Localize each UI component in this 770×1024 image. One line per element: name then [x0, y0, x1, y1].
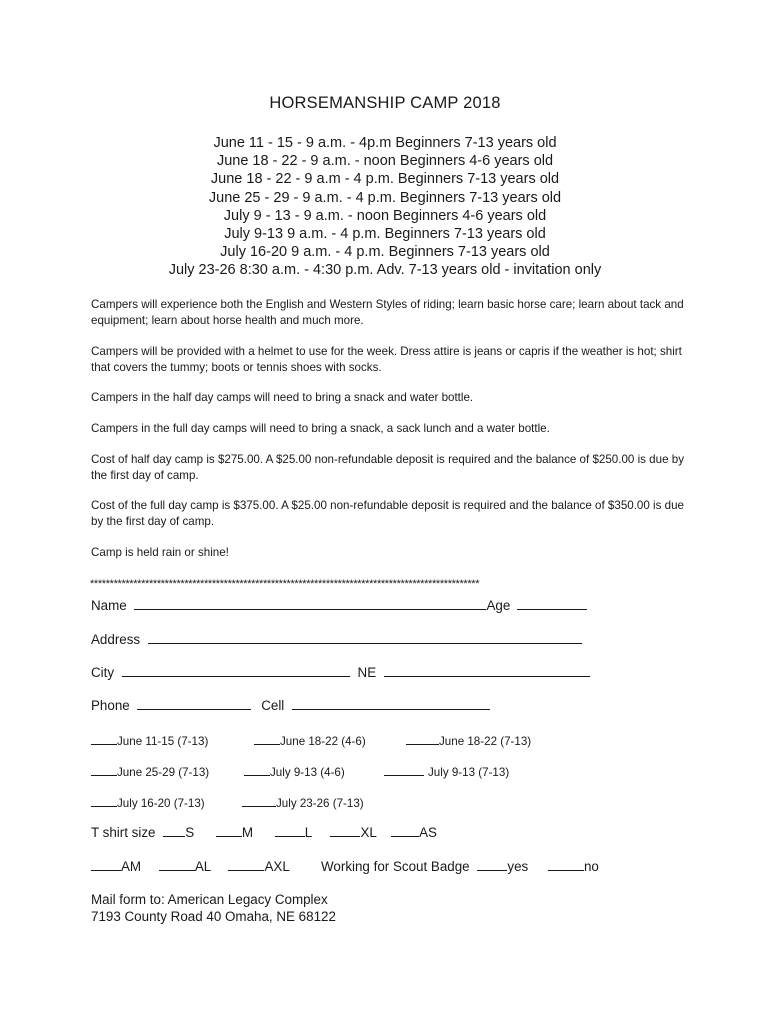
paragraph-activities: Campers will experience both the English and Western Styles of riding; learn basic horse care; learn about tack and equipment; learn about horse health and much more. — [91, 298, 684, 327]
address-row — [91, 631, 582, 648]
schedule-line: June 18 - 22 - 9 a.m - 4 p.m. Beginners 7-13 years old — [210, 171, 560, 188]
session-check-blank[interactable] — [244, 763, 270, 776]
scout-yes-blank[interactable] — [477, 858, 507, 871]
schedule-line: June 25 - 29 - 9 a.m. - 4 p.m. Beginners 7-13 years old — [208, 189, 562, 206]
adult-size-row — [91, 858, 599, 875]
address-label: Address — [91, 632, 141, 647]
size-s-blank[interactable] — [163, 824, 185, 837]
session-july-9-13[interactable] — [384, 763, 509, 780]
size-m-label: M — [241, 825, 254, 840]
address-field[interactable] — [148, 631, 582, 644]
size-xl-label: XL — [360, 825, 377, 840]
session-june-18-22[interactable] — [406, 732, 531, 749]
size-m-blank[interactable] — [216, 824, 242, 837]
size-axl-blank[interactable] — [228, 858, 264, 871]
session-check-blank[interactable] — [91, 794, 117, 807]
size-al-label: AL — [194, 859, 211, 874]
scout-yes-label: yes — [507, 859, 529, 874]
session-check-blank[interactable] — [406, 732, 439, 745]
cell-label: Cell — [261, 698, 285, 713]
camp-schedule — [0, 134, 770, 280]
schedule-line: July 9 - 13 - 9 a.m. - noon Beginners 4-6 years old — [223, 207, 547, 224]
schedule-line: July 23-26 8:30 a.m. - 4:30 p.m. Adv. 7-13 years old - invitation only — [168, 262, 602, 279]
tshirt-row — [91, 824, 437, 841]
size-as-label: AS — [419, 825, 437, 840]
page-title: HORSEMANSHIP CAMP 2018 — [269, 94, 501, 112]
size-am-label: AM — [121, 859, 142, 874]
schedule-line: July 9-13 9 a.m. - 4 p.m. Beginners 7-13 years old — [224, 226, 546, 243]
session-check-blank[interactable] — [91, 763, 117, 776]
paragraph-half-day-cost: Cost of half day camp is $275.00. A $25.00 non-refundable deposit is required and the balance of $250.00 is due by the first day of camp. — [91, 453, 684, 482]
session-label: June 18-22 (4-6) — [280, 735, 366, 748]
session-check-blank[interactable] — [384, 763, 424, 776]
size-l-blank[interactable] — [275, 824, 305, 837]
paragraph-weather: Camp is held rain or shine! — [91, 546, 229, 559]
age-label: Age — [486, 598, 511, 613]
session-june-18-22-young[interactable] — [254, 732, 366, 749]
session-label: July 16-20 (7-13) — [117, 797, 205, 810]
phone-row — [91, 697, 490, 714]
cell-field[interactable] — [292, 697, 490, 710]
session-july-23-26[interactable] — [242, 794, 364, 811]
separator: *************************************************************************************************** — [90, 578, 480, 590]
scout-no-label: no — [583, 859, 599, 874]
size-xl-blank[interactable] — [330, 824, 360, 837]
session-label: July 9-13 (4-6) — [270, 766, 345, 779]
session-june-25-29[interactable] — [91, 763, 209, 780]
zip-field[interactable] — [384, 664, 590, 677]
schedule-line: June 11 - 15 - 9 a.m. - 4p.m Beginners 7-13 years old — [213, 135, 557, 151]
size-al-blank[interactable] — [159, 858, 195, 871]
size-axl-label: AXL — [264, 859, 290, 874]
session-check-blank[interactable] — [254, 732, 280, 745]
paragraph-full-day: Campers in the full day camps will need to bring a snack, a sack lunch and a water bottle. — [91, 422, 550, 435]
paragraph-half-day: Campers in the half day camps will need to bring a snack and water bottle. — [91, 391, 474, 404]
mail-line-1: Mail form to: American Legacy Complex — [91, 892, 328, 907]
session-check-blank[interactable] — [91, 732, 117, 745]
city-field[interactable] — [122, 664, 350, 677]
session-check-blank[interactable] — [242, 794, 276, 807]
session-label: July 23-26 (7-13) — [276, 797, 364, 810]
tshirt-label: T shirt size — [91, 825, 156, 840]
session-label: June 25-29 (7-13) — [117, 766, 210, 779]
phone-field[interactable] — [137, 697, 251, 710]
size-as-blank[interactable] — [391, 824, 419, 837]
session-label: June 18-22 (7-13) — [439, 735, 532, 748]
age-field[interactable] — [517, 597, 587, 610]
size-s-label: S — [185, 825, 195, 840]
name-label: Name — [91, 598, 127, 613]
session-july-9-13-young[interactable] — [244, 763, 345, 780]
name-row — [91, 597, 587, 614]
schedule-line: July 16-20 9 a.m. - 4 p.m. Beginners 7-13 years old — [220, 244, 550, 261]
phone-label: Phone — [91, 698, 130, 713]
city-label: City — [91, 665, 115, 680]
city-row — [91, 664, 590, 681]
session-label: July 9-13 (7-13) — [428, 766, 510, 779]
session-july-16-20[interactable] — [91, 794, 205, 811]
session-label: June 11-15 (7-13) — [117, 735, 209, 748]
size-l-label: L — [304, 825, 312, 840]
mailing-address — [91, 891, 336, 925]
paragraph-attire: Campers will be provided with a helmet to use for the week. Dress attire is jeans or capris if the weather is hot; shirt that covers the tummy; boots or tennis shoes with socks. — [91, 345, 682, 374]
state-label: NE — [357, 665, 377, 680]
size-am-blank[interactable] — [91, 858, 121, 871]
name-field[interactable] — [134, 597, 486, 610]
session-june-11-15[interactable] — [91, 732, 208, 749]
schedule-line: June 18 - 22 - 9 a.m. - noon Beginners 4-6 years old — [216, 153, 554, 170]
mail-line-2: 7193 County Road 40 Omaha, NE 68122 — [91, 909, 336, 924]
paragraph-full-day-cost: Cost of the full day camp is $375.00. A $25.00 non-refundable deposit is required and the balance of $350.00 is due by the first day of camp. — [91, 499, 684, 528]
scout-badge-label: Working for Scout Badge — [321, 859, 470, 874]
scout-no-blank[interactable] — [548, 858, 584, 871]
